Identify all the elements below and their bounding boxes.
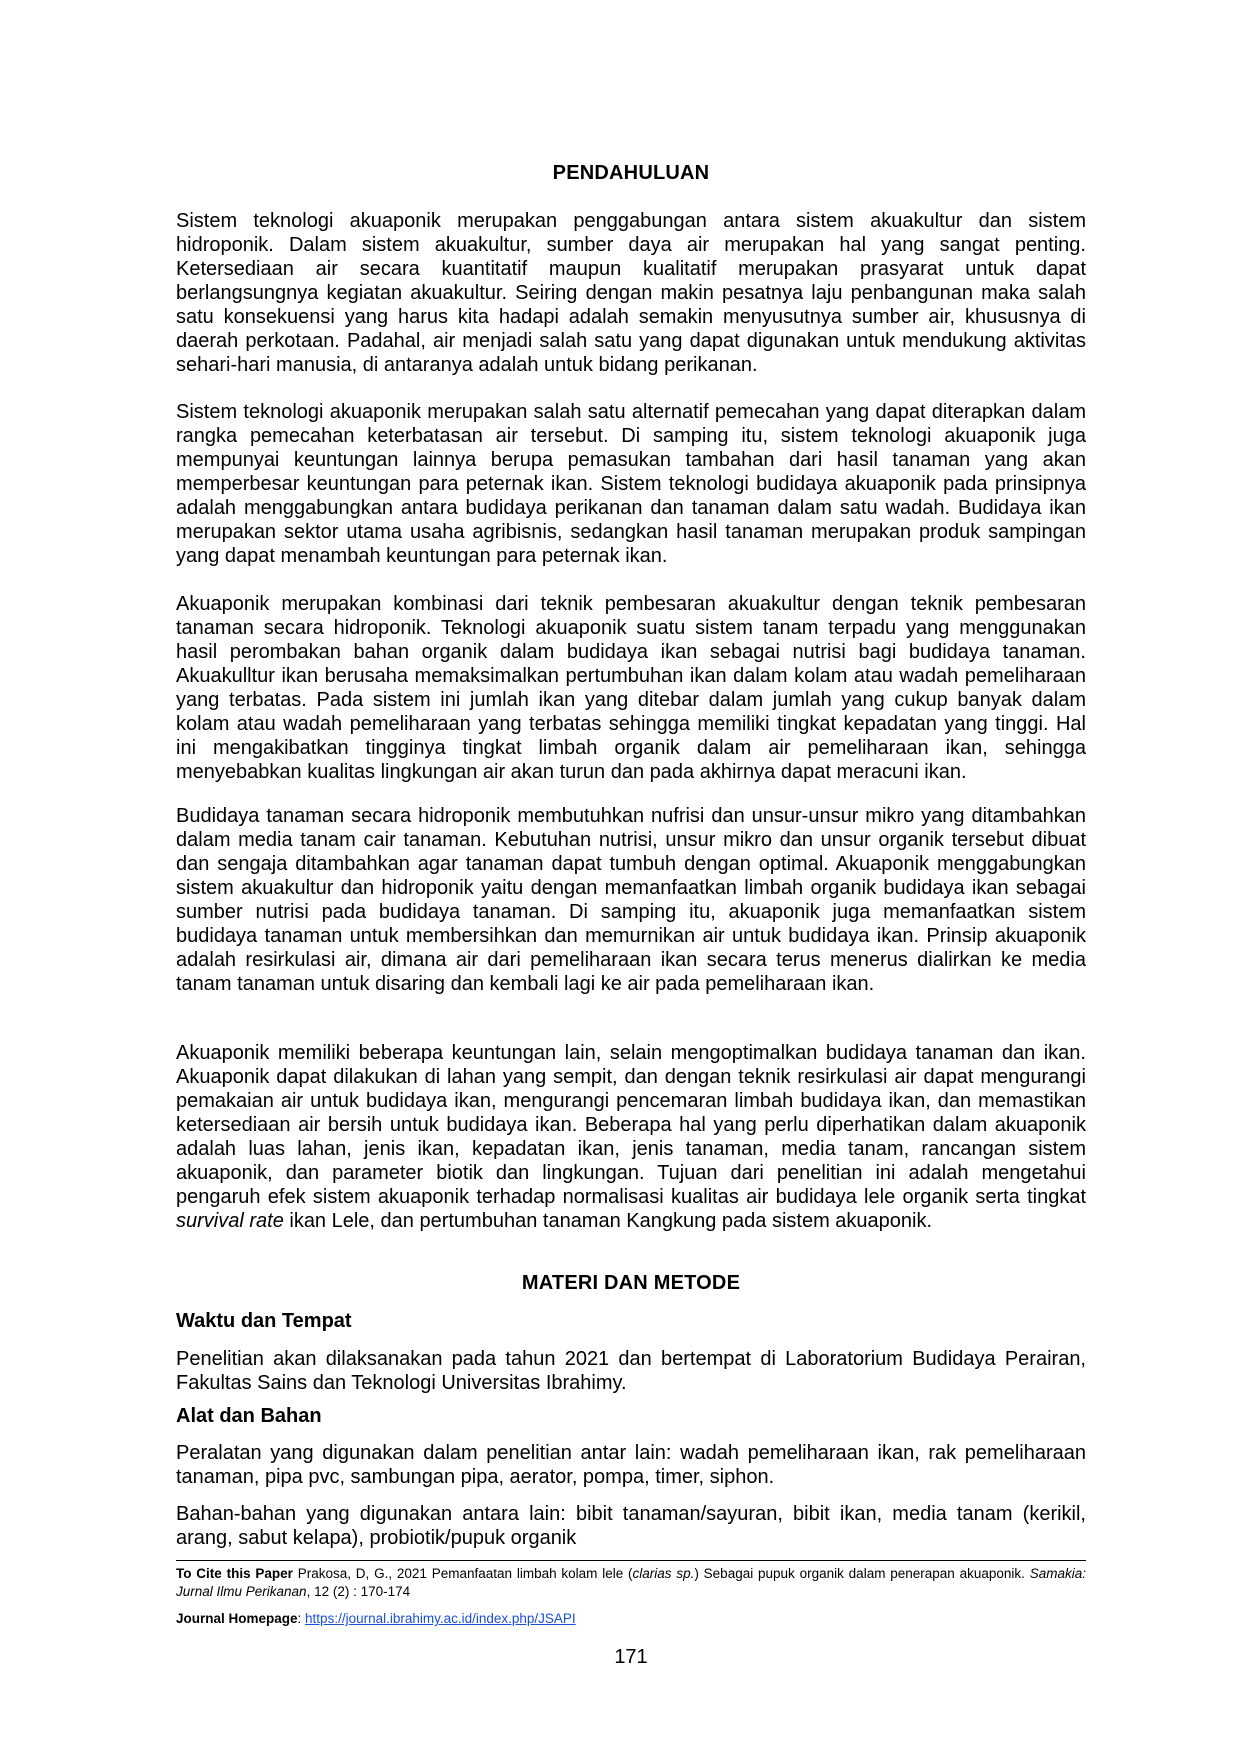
citation-journal: Samakia: Jurnal Ilmu Perikanan [176, 1566, 1086, 1599]
citation-note [176, 1565, 1086, 1601]
citation-species: clarias sp. [632, 1566, 695, 1581]
page-number: 171 [614, 1646, 648, 1668]
body-paragraph: Bahan-bahan yang digunakan antara lain: bibit tanaman/sayuran, bibit ikan, media tanam (kerikil, arang, sabut kelapa), probiotik/pupuk organik [176, 1503, 1086, 1549]
body-paragraph: Peralatan yang digunakan dalam penelitian antar lain: wadah pemeliharaan ikan, rak pemeliharaan tanaman, pipa pvc, sambungan pipa, aerator, pompa, timer, siphon. [176, 1442, 1086, 1488]
citation-text: Prakosa, D, G., 2021 Pemanfaatan limbah kolam lele ( [292, 1566, 633, 1581]
citation-text: ) Sebagai pupuk organik dalam penerapan akuaponik. [694, 1566, 1030, 1581]
italic-term: survival rate [176, 1210, 284, 1232]
homepage-separator: : [297, 1611, 306, 1626]
paragraph-text: ikan Lele, dan pertumbuhan tanaman Kangkung pada sistem akuaponik. [283, 1210, 933, 1232]
citation-label: To Cite this Paper [176, 1566, 293, 1581]
section-heading-pendahuluan: PENDAHULUAN [552, 162, 710, 184]
subsection-heading: Alat dan Bahan [176, 1405, 322, 1427]
body-paragraph: Akuaponik merupakan kombinasi dari teknik pembesaran akuakultur dengan teknik pembesaran tanaman secara hidroponik. Teknologi akuaponik suatu sistem tanam terpadu yang menggunakan hasil perombakan bahan organik dalam budidaya ikan sebagai nutrisi bagi budidaya tanaman. Akuakulltur ikan berusaha memaksimalkan pertumbuhan ikan dalam kolam atau wadah pemeliharaan yang terbatas. Pada sistem ini jumlah ikan yang ditebar dalam jumlah yang cukup banyak dalam kolam atau wadah pemeliharaan yang terbatas sehingga memiliki tingkat kepadatan yang tinggi. Hal ini mengakibatkan tingginya tingkat limbah organik dalam air pemeliharaan ikan, sehingga menyebabkan kualitas lingkungan air akan turun dan pada akhirnya dapat meracuni ikan. [176, 593, 1086, 783]
paragraph-text: Akuaponik memiliki beberapa keuntungan lain, selain mengoptimalkan budidaya tanaman dan ikan. Akuaponik dapat dilakukan di lahan yang sempit, dan dengan teknik resirkulasi air dapat mengurangi pemakaian air untuk budidaya ikan, mengurangi pencemaran limbah budidaya ikan, dan memastikan ketersediaan air bersih untuk budidaya ikan. Beberapa hal yang perlu diperhatikan dalam akuaponik adalah luas lahan, jenis ikan, kepadatan ikan, jenis tanaman, media tanam, rancangan sistem akuaponik, dan parameter biotik dan lingkungan. Tujuan dari penelitian ini adalah mengetahui pengaruh efek sistem akuaponik terhadap normalisasi kualitas air budidaya lele organik serta tingkat [176, 1042, 1086, 1208]
body-paragraph: Sistem teknologi akuaponik merupakan salah satu alternatif pemecahan yang dapat diterapkan dalam rangka pemecahan keterbatasan air tersebut. Di samping itu, sistem teknologi akuaponik juga mempunyai keuntungan lainnya berupa pemasukan tambahan dari hasil tanaman yang akan memperbesar keuntungan para peternak ikan. Sistem teknologi budidaya akuaponik pada prinsipnya adalah menggabungkan antara budidaya perikanan dan tanaman dalam satu wadah. Budidaya ikan merupakan sektor utama usaha agribisnis, sedangkan hasil tanaman merupakan produk sampingan yang dapat menambah keuntungan para peternak ikan. [176, 401, 1086, 567]
body-paragraph: Sistem teknologi akuaponik merupakan penggabungan antara sistem akuakultur dan sistem hidroponik. Dalam sistem akuakultur, sumber daya air merupakan hal yang sangat penting. Ketersediaan air secara kuantitatif maupun kualitatif merupakan prasyarat untuk dapat berlangsungnya kegiatan akuakultur. Seiring dengan makin pesatnya laju penbangunan maka salah satu konsekuensi yang harus kita hadapi adalah semakin menyusutnya sumber air, khususnya di daerah perkotaan. Padahal, air menjadi salah satu yang dapat digunakan untuk mendukung aktivitas sehari-hari manusia, di antaranya adalah untuk bidang perikanan. [176, 210, 1086, 376]
section-heading-materi-dan-metode: MATERI DAN METODE [521, 1272, 741, 1294]
body-paragraph: Budidaya tanaman secara hidroponik membutuhkan nufrisi dan unsur-unsur mikro yang ditambahkan dalam media tanam cair tanaman. Kebutuhan nutrisi, unsur mikro dan unsur organik tersebut dibuat dan sengaja ditambahkan agar tanaman dapat tumbuh dengan optimal. Akuaponik menggabungkan sistem akuakultur dan hidroponik yaitu dengan memanfaatkan limbah organik budidaya ikan sebagai sumber nutrisi pada budidaya tanaman. Di samping itu, akuaponik juga memanfaatkan sistem budidaya tanaman untuk membersihkan dan memurnikan air untuk budidaya ikan. Prinsip akuaponik adalah resirkulasi air, dimana air dari pemeliharaan ikan secara terus menerus dialirkan ke media tanam tanaman untuk disaring dan kembali lagi ke air pada pemeliharaan ikan. [176, 805, 1086, 995]
subsection-heading: Waktu dan Tempat [176, 1310, 352, 1332]
homepage-link[interactable]: https://journal.ibrahimy.ac.id/index.php/JSAPI [305, 1611, 576, 1626]
body-paragraph [176, 1041, 1086, 1233]
homepage-label: Journal Homepage [176, 1611, 298, 1626]
journal-homepage [176, 1611, 576, 1626]
body-paragraph: Penelitian akan dilaksanakan pada tahun 2021 dan bertempat di Laboratorium Budidaya Perairan, Fakultas Sains dan Teknologi Universitas Ibrahimy. [176, 1348, 1086, 1394]
footer-divider [176, 1560, 1086, 1561]
citation-text: , 12 (2) : 170-174 [306, 1584, 411, 1599]
